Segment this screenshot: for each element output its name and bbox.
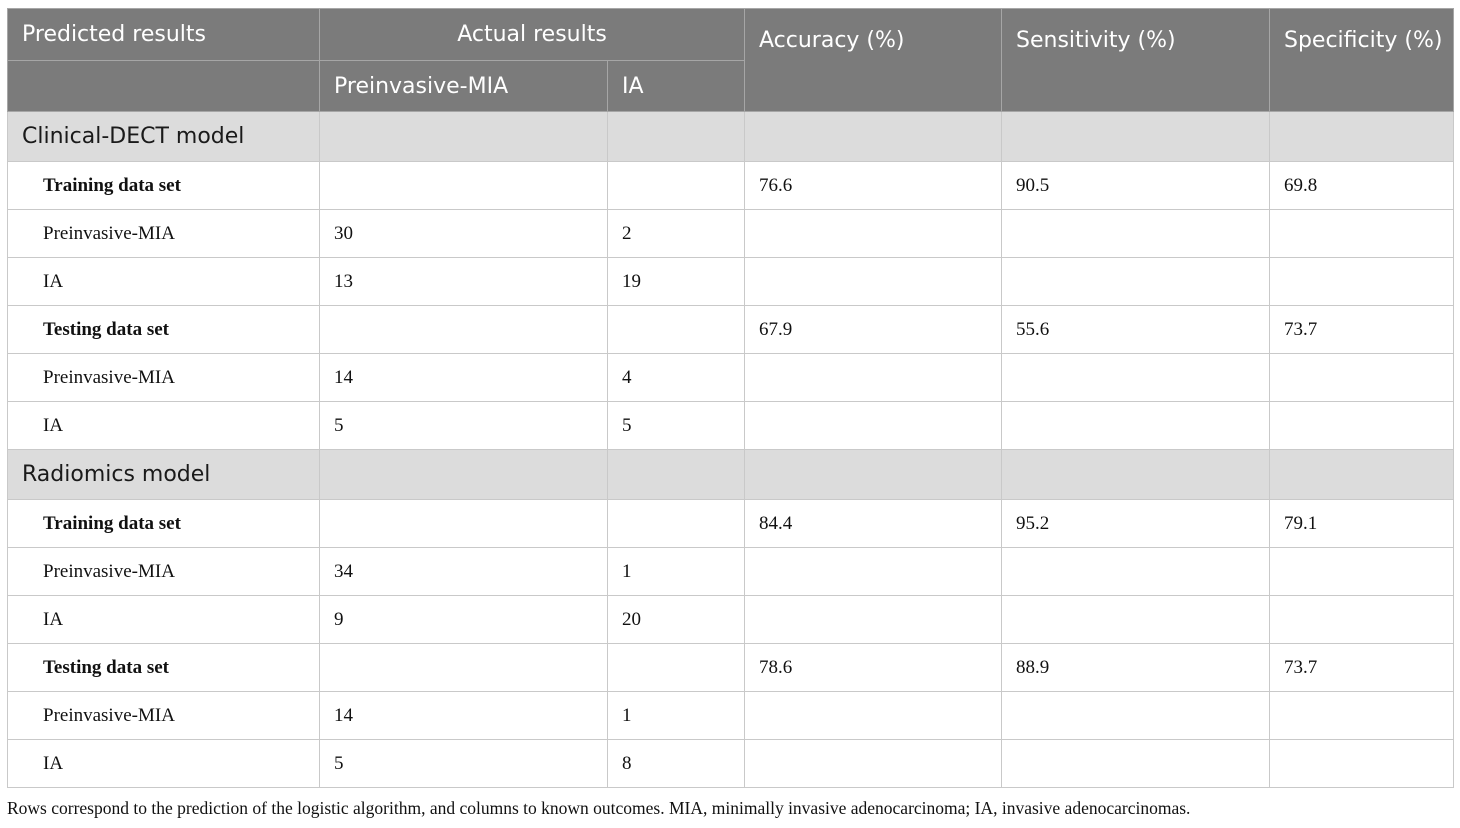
sensitivity-value: 90.5	[1002, 162, 1270, 210]
specificity-value: 73.7	[1270, 644, 1454, 692]
actual-preinvasive-count: 5	[320, 740, 608, 788]
header-sub-preinvasive: Preinvasive-MIA	[320, 61, 608, 112]
actual-preinvasive-count: 5	[320, 402, 608, 450]
accuracy-value: 76.6	[745, 162, 1002, 210]
predicted-label: IA	[8, 402, 320, 450]
empty-cell	[745, 596, 1002, 644]
actual-ia-count: 19	[608, 258, 745, 306]
table-footnote: Rows correspond to the prediction of the logistic algorithm, and columns to known outcomes. MIA, minimally invasive adenocarcinoma; IA, invasive adenocarcinomas.	[7, 798, 1191, 818]
empty-cell	[745, 354, 1002, 402]
data-set-label: Testing data set	[8, 306, 320, 354]
empty-cell	[745, 548, 1002, 596]
sensitivity-value: 95.2	[1002, 500, 1270, 548]
actual-preinvasive-count: 13	[320, 258, 608, 306]
data-set-label: Training data set	[8, 500, 320, 548]
empty-cell	[608, 162, 745, 210]
accuracy-value: 67.9	[745, 306, 1002, 354]
predicted-label: IA	[8, 740, 320, 788]
empty-cell	[1002, 740, 1270, 788]
empty-cell	[1270, 402, 1454, 450]
empty-cell	[1002, 210, 1270, 258]
empty-cell	[1270, 258, 1454, 306]
section-empty-cell	[320, 112, 608, 162]
actual-ia-count: 8	[608, 740, 745, 788]
empty-cell	[320, 500, 608, 548]
actual-ia-count: 4	[608, 354, 745, 402]
table-row	[8, 596, 1454, 644]
actual-preinvasive-count: 9	[320, 596, 608, 644]
empty-cell	[1270, 596, 1454, 644]
data-set-row	[8, 306, 1454, 354]
predicted-label: Preinvasive-MIA	[8, 692, 320, 740]
predicted-label: IA	[8, 596, 320, 644]
section-empty-cell	[1002, 450, 1270, 500]
empty-cell	[1270, 354, 1454, 402]
section-title: Clinical-DECT model	[8, 112, 320, 162]
empty-cell	[608, 306, 745, 354]
predicted-label: Preinvasive-MIA	[8, 210, 320, 258]
empty-cell	[608, 500, 745, 548]
section-empty-cell	[745, 450, 1002, 500]
actual-ia-count: 20	[608, 596, 745, 644]
table-row	[8, 210, 1454, 258]
section-title: Radiomics model	[8, 450, 320, 500]
empty-cell	[745, 402, 1002, 450]
actual-ia-count: 2	[608, 210, 745, 258]
section-empty-cell	[745, 112, 1002, 162]
empty-cell	[1002, 548, 1270, 596]
empty-cell	[1002, 402, 1270, 450]
empty-cell	[320, 162, 608, 210]
results-table	[7, 8, 1454, 788]
empty-cell	[1270, 210, 1454, 258]
accuracy-value: 78.6	[745, 644, 1002, 692]
table-body	[8, 112, 1454, 788]
empty-cell	[1002, 596, 1270, 644]
empty-cell	[320, 306, 608, 354]
section-empty-cell	[608, 450, 745, 500]
header-specificity: Specificity (%)	[1270, 9, 1454, 112]
table-header	[8, 9, 1454, 112]
empty-cell	[1002, 692, 1270, 740]
table-row	[8, 692, 1454, 740]
section-row	[8, 450, 1454, 500]
header-empty	[8, 61, 320, 112]
actual-preinvasive-count: 14	[320, 354, 608, 402]
empty-cell	[745, 210, 1002, 258]
section-empty-cell	[608, 112, 745, 162]
actual-ia-count: 1	[608, 548, 745, 596]
specificity-value: 69.8	[1270, 162, 1454, 210]
header-sensitivity: Sensitivity (%)	[1002, 9, 1270, 112]
data-set-row	[8, 500, 1454, 548]
data-set-label: Testing data set	[8, 644, 320, 692]
specificity-value: 79.1	[1270, 500, 1454, 548]
actual-preinvasive-count: 30	[320, 210, 608, 258]
empty-cell	[1270, 548, 1454, 596]
actual-ia-count: 1	[608, 692, 745, 740]
actual-preinvasive-count: 34	[320, 548, 608, 596]
empty-cell	[745, 740, 1002, 788]
empty-cell	[320, 644, 608, 692]
data-set-row	[8, 162, 1454, 210]
table-row	[8, 402, 1454, 450]
header-accuracy: Accuracy (%)	[745, 9, 1002, 112]
table-row	[8, 548, 1454, 596]
specificity-value: 73.7	[1270, 306, 1454, 354]
actual-preinvasive-count: 14	[320, 692, 608, 740]
empty-cell	[608, 644, 745, 692]
predicted-label: IA	[8, 258, 320, 306]
header-predicted-results: Predicted results	[8, 9, 320, 61]
sensitivity-value: 55.6	[1002, 306, 1270, 354]
empty-cell	[1270, 740, 1454, 788]
empty-cell	[745, 692, 1002, 740]
section-empty-cell	[320, 450, 608, 500]
empty-cell	[1270, 692, 1454, 740]
predicted-label: Preinvasive-MIA	[8, 354, 320, 402]
sensitivity-value: 88.9	[1002, 644, 1270, 692]
table-row	[8, 354, 1454, 402]
table-row	[8, 740, 1454, 788]
empty-cell	[1002, 354, 1270, 402]
section-empty-cell	[1270, 450, 1454, 500]
accuracy-value: 84.4	[745, 500, 1002, 548]
data-set-label: Training data set	[8, 162, 320, 210]
section-row	[8, 112, 1454, 162]
empty-cell	[745, 258, 1002, 306]
table-row	[8, 258, 1454, 306]
header-actual-results: Actual results	[320, 9, 745, 61]
section-empty-cell	[1270, 112, 1454, 162]
section-empty-cell	[1002, 112, 1270, 162]
header-sub-ia: IA	[608, 61, 745, 112]
actual-ia-count: 5	[608, 402, 745, 450]
data-set-row	[8, 644, 1454, 692]
predicted-label: Preinvasive-MIA	[8, 548, 320, 596]
empty-cell	[1002, 258, 1270, 306]
